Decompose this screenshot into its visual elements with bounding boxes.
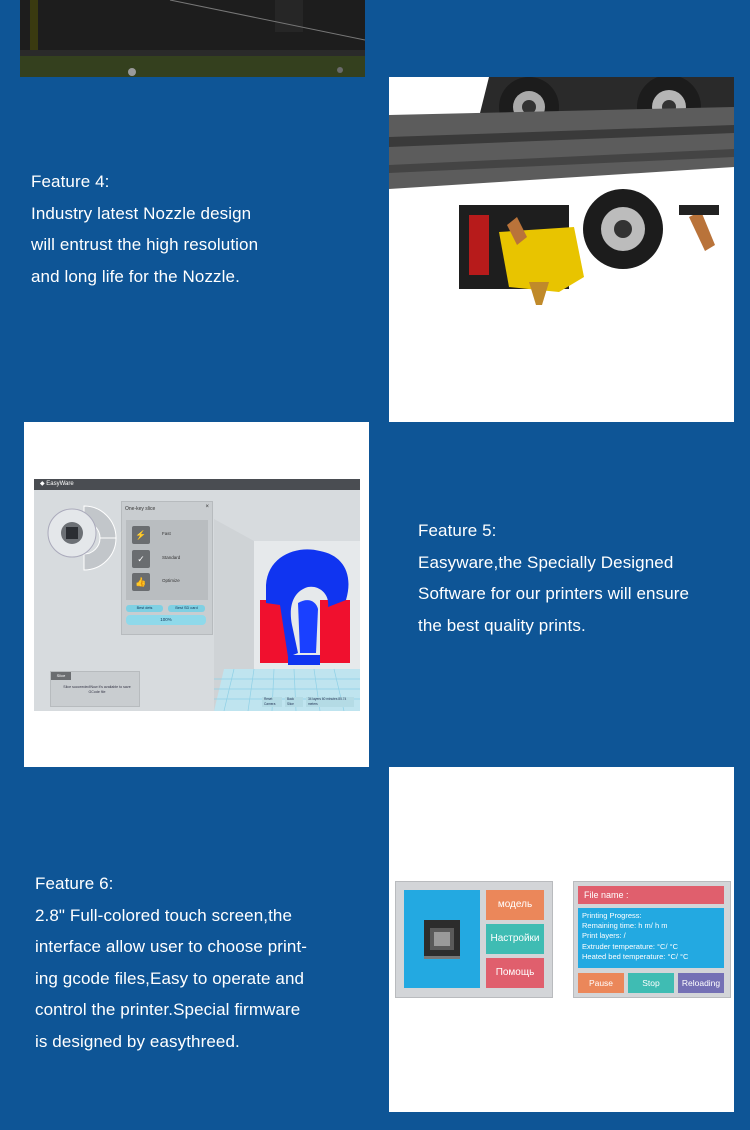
pause-button[interactable]: Pause (578, 973, 624, 993)
feature5-line: Software for our printers will ensure (418, 584, 690, 603)
option-label: Fast (162, 531, 171, 536)
option-fast[interactable] (132, 526, 202, 544)
feature6-line: 2.8" Full-colored touch screen,the (35, 905, 293, 925)
lcd-main-menu (395, 881, 553, 998)
touchscreen-card (389, 767, 734, 1112)
print-status-info (578, 908, 724, 968)
feature6-text (35, 868, 307, 1057)
lightning-icon: ⚡ (132, 526, 150, 544)
status-row: Heated bed temperature: °C/ °C (582, 951, 689, 961)
stop-button[interactable]: Stop (628, 973, 674, 993)
feature6-line: ing gcode files,Easy to operate and (35, 968, 305, 988)
model-button[interactable]: модель (486, 890, 544, 920)
easyware-logo-icon: ◆ (40, 481, 47, 487)
nozzle-illustration (389, 77, 734, 422)
best-dets-button[interactable]: Best dets (126, 605, 163, 612)
feature4-line: and long life for the Nozzle. (31, 266, 240, 286)
status-row: Extruder temperature: °C/ °C (582, 941, 679, 951)
option-standard[interactable] (132, 550, 202, 568)
reset-camera-button[interactable]: Reset Camera (262, 697, 282, 707)
lcd-print-status (573, 881, 731, 998)
slice-message-box (50, 671, 140, 707)
one-key-slice-panel (121, 501, 213, 635)
reloading-button[interactable]: Reloading (678, 973, 724, 993)
feature4-line: will entrust the high resolution (31, 235, 259, 254)
settings-button[interactable]: Настройки (486, 924, 544, 954)
feature4-heading: Feature 4: (31, 172, 110, 191)
feature4-line: Industry latest Nozzle design (31, 203, 252, 223)
feature5-heading: Feature 5: (418, 521, 497, 540)
software-card (24, 422, 369, 767)
close-icon[interactable]: × (205, 504, 209, 510)
best-sd-card-button[interactable]: Best SD card (168, 605, 205, 612)
feature5-line: Easyware,the Specially Designed (418, 552, 674, 572)
shield-icon: ✓ (132, 550, 150, 568)
feature6-line: control the printer.Special firmware (35, 1000, 301, 1019)
feature6-line: interface allow user to choose print- (35, 937, 308, 956)
status-row: Printing Progress: (582, 911, 642, 920)
nozzle-photo-card (389, 77, 734, 422)
slice-stats: 34 layers 60 minutes 85.74 meters (306, 697, 354, 707)
status-row: Remaining time: h m/ h m (582, 921, 668, 931)
printer-icon (404, 890, 480, 988)
thumbs-up-icon: 👍 (132, 573, 150, 591)
panel-title: One-key slice (125, 506, 156, 512)
status-row: Print layers: / (582, 931, 626, 941)
option-label: Optimize (162, 578, 180, 583)
file-name-header: File name : (578, 886, 724, 904)
sliced-model (258, 545, 358, 670)
easyware-title-bar (34, 479, 360, 490)
easyware-app-name: EasyWare (46, 481, 74, 487)
slice-title: Slice (51, 672, 71, 680)
feature4-text (31, 166, 258, 292)
slice-message: Slice succeeded!Now it's available to save GCode file (63, 685, 131, 694)
feature5-line: the best quality prints. (418, 615, 586, 635)
printer-frame-illustration (20, 0, 365, 77)
back-slice-button[interactable]: Back Slice (285, 697, 303, 707)
help-button[interactable]: Помощь (486, 958, 544, 988)
printer-frame-photo (20, 0, 365, 77)
feature6-line: is designed by easythreed. (35, 1031, 240, 1051)
slice-options (126, 520, 208, 600)
printer-preview-panel (404, 890, 480, 988)
option-label: Standard (162, 555, 181, 560)
option-optimize[interactable] (132, 573, 202, 591)
slice-progress-button[interactable]: 100% (126, 615, 206, 625)
radial-menu (44, 503, 124, 573)
easyware-screenshot (34, 479, 360, 711)
feature5-text (418, 515, 689, 641)
feature6-heading: Feature 6: (35, 874, 114, 893)
